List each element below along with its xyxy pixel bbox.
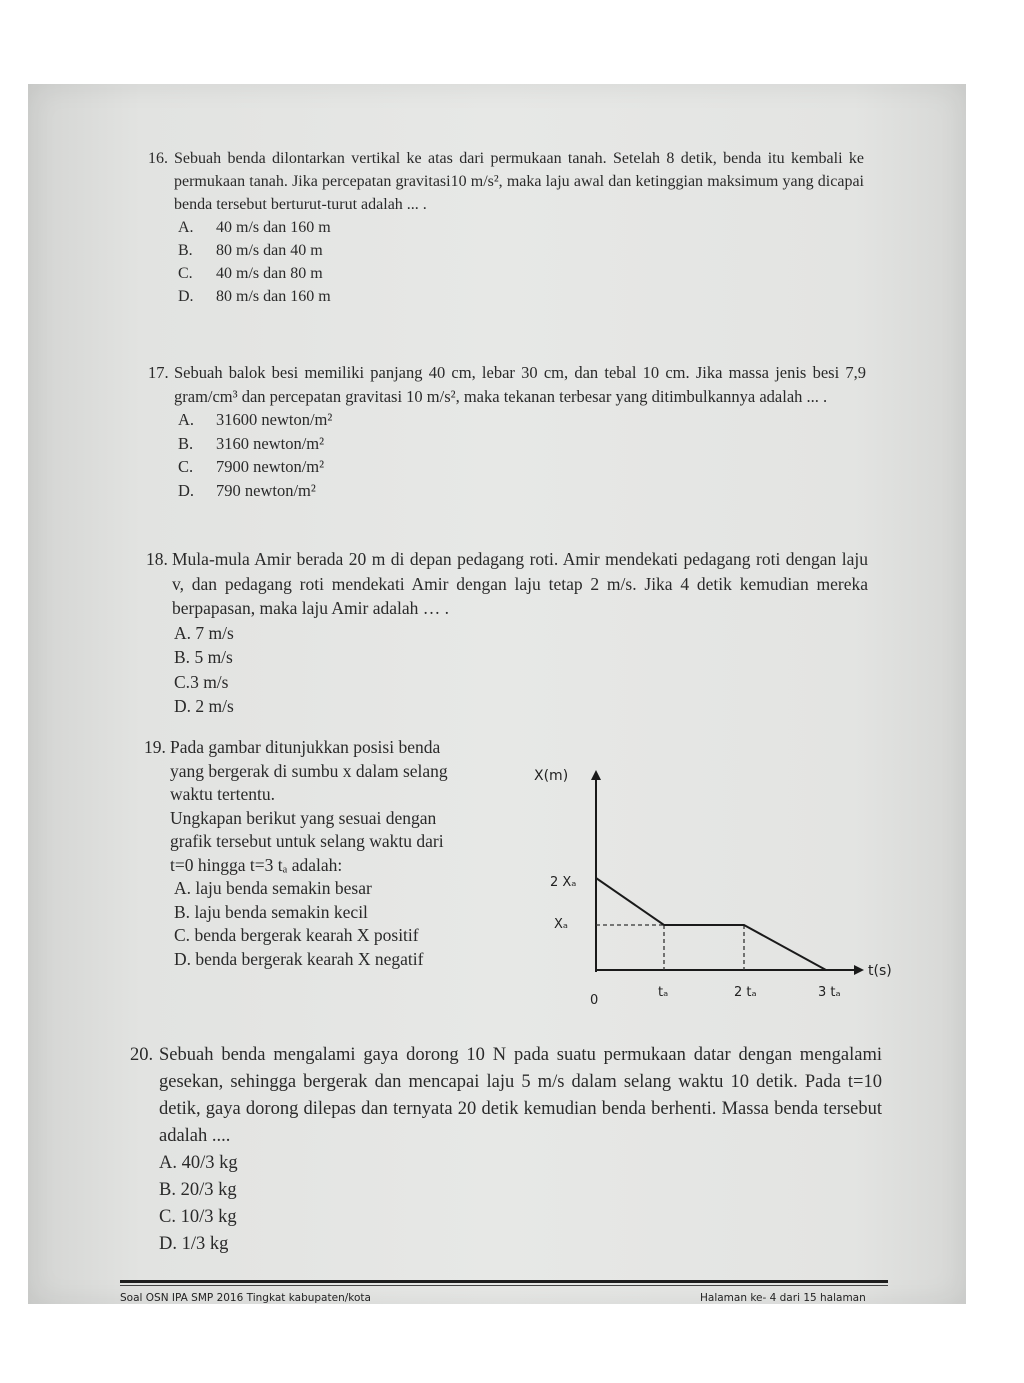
option-a: A. 31600 newton/m² [178,410,333,429]
option-b: B. 3160 newton/m² [178,433,325,453]
y-tick-2xa: 2 Xₐ [550,875,577,890]
question-stem: Sebuah benda dilontarkan vertikal ke atas dari permukaan tanah. Setelah 8 detik, benda itu kembali ke permukaan tanah. Jika percepatan gravitasi10 m/s², maka laju awal dan ketinggian maksimum yang dicapai benda tersebut berturut-turut adalah ... . [174,150,864,213]
option-a: A. 40/3 kg [159,1153,238,1173]
footer-divider [120,1280,888,1283]
options-list [130,1150,882,1258]
options-list [148,216,864,308]
x-axis-arrow [854,965,864,975]
option-c: C.3 m/s [174,671,229,692]
question-stem: Sebuah balok besi memiliki panjang 40 cm, lebar 30 cm, dan tebal 10 cm. Jika massa jenis besi 7,9 gram/cm³ dan percepatan gravitasi 10 m/s², maka tekanan terbesar yang ditimbulkannya adalah ... . [174,363,866,406]
option-b: B. 5 m/s [174,647,233,667]
question-18 [146,547,868,719]
y-tick-xa: Xₐ [554,917,568,932]
option-a: A. 7 m/s [174,622,234,643]
question-number: 16. [148,150,168,167]
x-axis-label: t(s) [868,963,892,979]
option-c: C. benda bergerak kearah X positif [174,925,419,945]
question-number: 20. [130,1045,154,1065]
x-tick-3ta: 3 tₐ [818,985,841,1000]
x-tick-0: 0 [590,993,599,1008]
footer-exam-title: Soal OSN IPA SMP 2016 Tingkat kabupaten/kota [120,1292,371,1304]
question-number: 17. [148,363,169,382]
options-list [146,621,868,719]
y-axis-arrow [591,770,601,780]
question-number: 18. [146,549,168,569]
footer-divider-thin [120,1285,888,1286]
position-curve [596,878,826,970]
question-20 [130,1042,882,1258]
option-c: C. 7900 newton/m² [178,457,325,476]
stem-line: grafik tersebut untuk selang waktu dari [170,831,444,851]
x-tick-ta: tₐ [658,985,669,1000]
question-stem: Mula-mula Amir berada 20 m di depan pedagang roti. Amir mendekati pedagang roti dengan laju v, dan pedagang roti mendekati Amir dengan laju tetap 2 m/s. Jika 4 detik kemudian mereka berpapasan, maka laju Amir adalah … . [172,549,868,618]
option-d: D. 2 m/s [174,696,234,716]
position-time-graph [530,760,910,1010]
option-b: B. 20/3 kg [159,1180,237,1200]
option-d: D. benda bergerak kearah X negatif [174,948,424,969]
option-c: C. 10/3 kg [159,1207,237,1227]
option-b: B. laju benda semakin kecil [174,901,368,922]
x-tick-2ta: 2 tₐ [734,985,757,1000]
option-c: C. 40 m/s dan 80 m [178,265,323,282]
question-number: 19. [144,737,166,757]
option-d: D. 1/3 kg [159,1234,229,1254]
stem-line: Pada gambar ditunjukkan posisi benda [170,737,441,757]
options-list [148,408,866,502]
question-stem: Sebuah benda mengalami gaya dorong 10 N pada suatu permukaan datar dengan mengalami gesekan, sehingga bergerak dan mencapai laju 5 m/s dalam selang waktu 10 detik. Pada t=10 detik, gaya dorong dilepas dan ternyata 20 detik kemudian benda berhenti. Massa benda tersebut adalah .... [159,1045,882,1146]
stem-line: waktu tertentu. [170,784,275,804]
option-d: D. 80 m/s dan 160 m [178,288,331,305]
stem-line: t=0 hingga t=3 tₐ adalah: [170,854,343,875]
question-19 [144,736,512,971]
stem-line: Ungkapan berikut yang sesuai dengan [170,807,437,828]
question-17 [148,361,866,502]
option-b: B. 80 m/s dan 40 m [178,242,323,259]
footer-page-number: Halaman ke- 4 dari 15 halaman [700,1292,866,1304]
y-axis-label: X(m) [534,768,569,784]
stem-line: yang bergerak di sumbu x dalam selang [170,760,448,781]
option-a: A. laju benda semakin besar [174,878,372,898]
question-16 [148,147,864,308]
options-list [144,877,512,971]
option-a: A. 40 m/s dan 160 m [178,219,331,236]
option-d: D. 790 newton/m² [178,480,316,500]
